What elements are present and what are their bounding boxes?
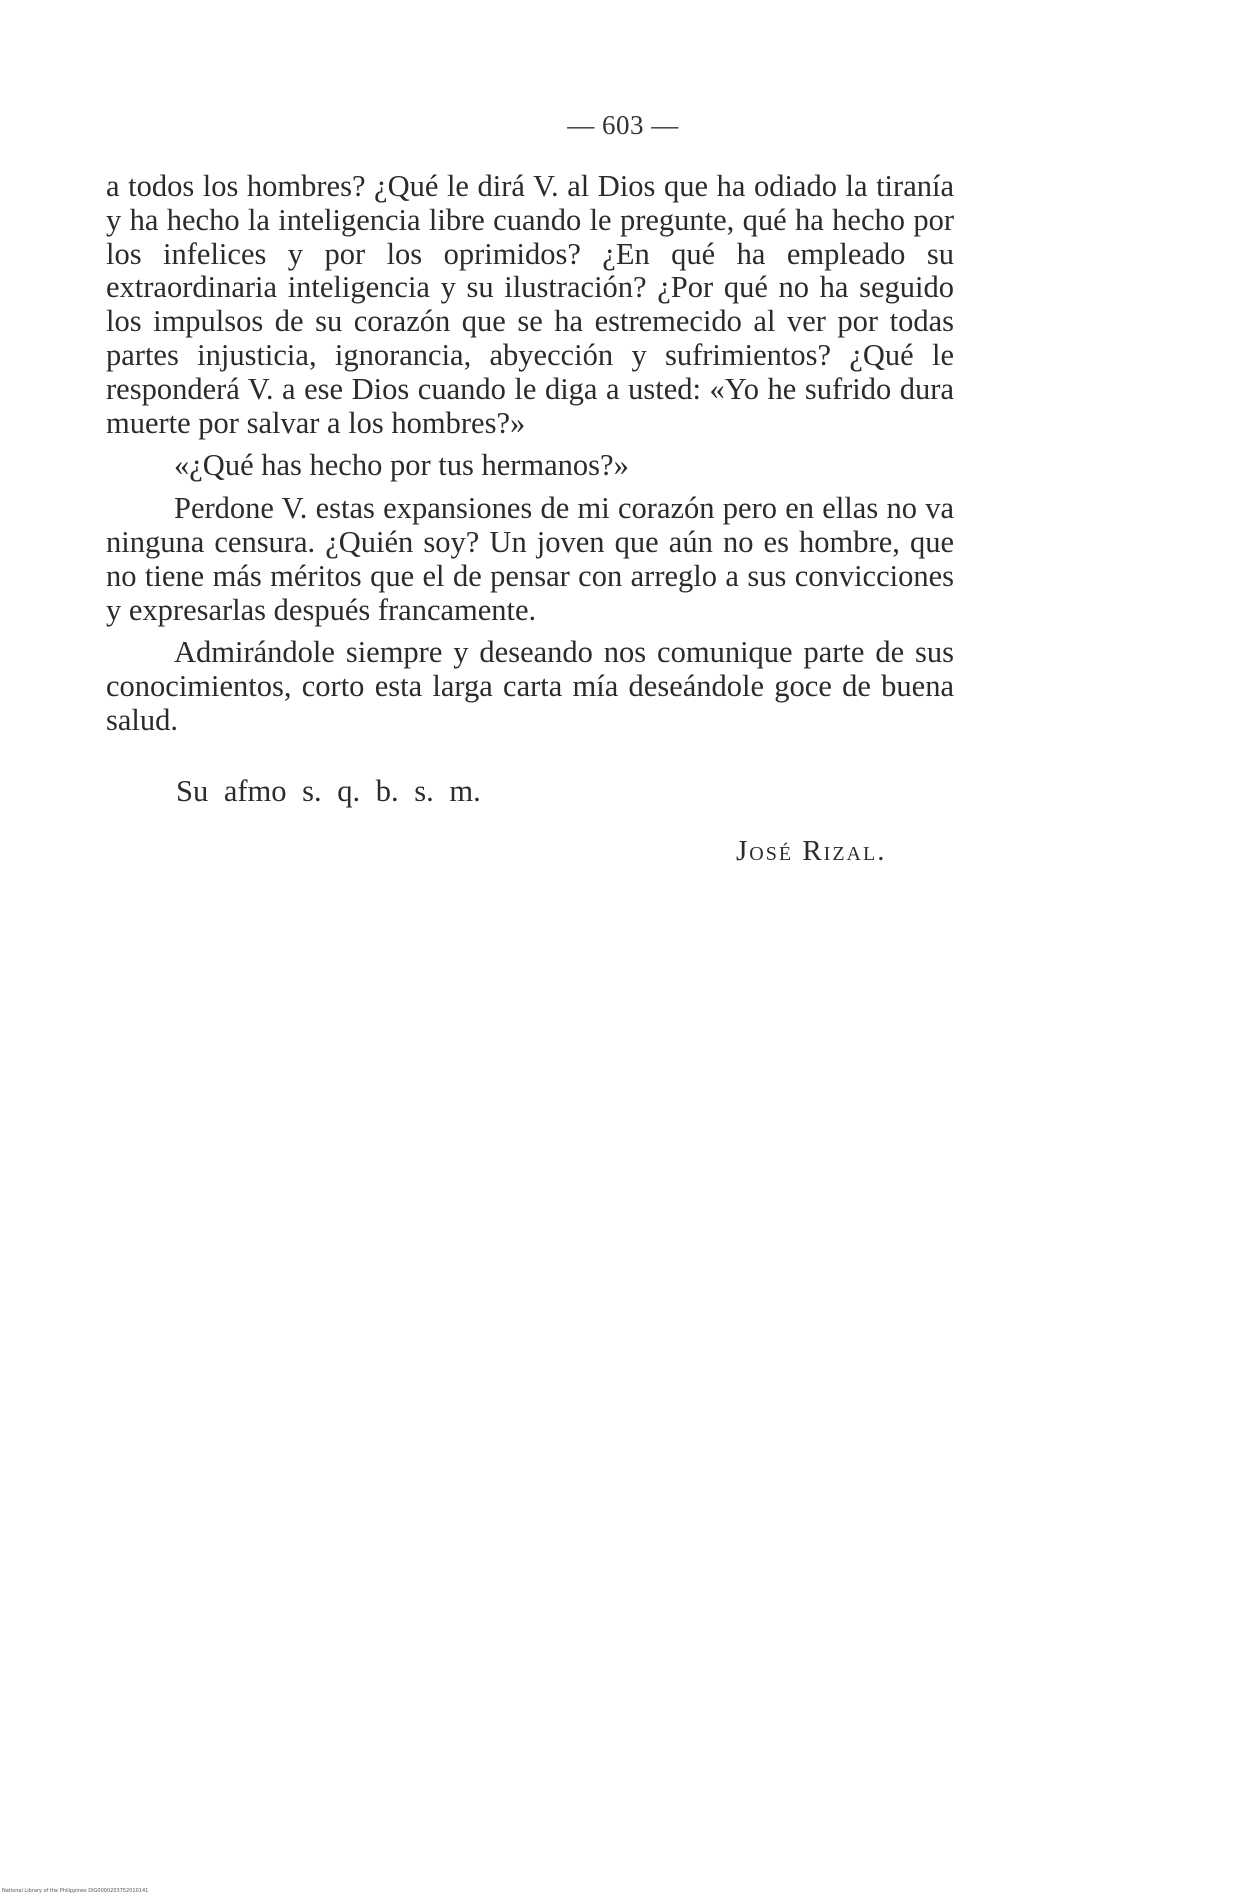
paragraph-apology: Perdone V. estas expansiones de mi corazón pero en ellas no va ninguna censura. ¿Quién soy? Un joven que aún no es hombre, que no tiene más méritos que el de pensar con arreglo a sus convicciones y expresarlas después francamente. — [106, 491, 954, 627]
footer-watermark: National Library of the Philippines DIG0000203752010141 — [2, 1888, 149, 1894]
paragraph-continuation: a todos los hombres? ¿Qué le dirá V. al Dios que ha odiado la tiranía y ha hecho la inteligencia libre cuando le pregunte, qué ha hecho por los infelices y por los oprimidos? ¿En qué ha empleado su extraordinaria inteligencia y su ilustración? ¿Por qué no ha seguido los impulsos de su corazón que se ha estremecido al ver por todas partes injusticia, ignorancia, abyección y sufrimientos? ¿Qué le responderá V. a ese Dios cuando le diga a usted: «Yo he sufrido dura muerte por salvar a los hombres?» — [106, 169, 954, 440]
paragraph-quote: «¿Qué has hecho por tus hermanos?» — [174, 448, 629, 483]
paragraph-farewell: Admirándole siempre y deseando nos comunique parte de sus conocimientos, corto esta larga carta mía deseándole goce de buena salud. — [106, 635, 954, 737]
page-number: — 603 — — [567, 110, 679, 140]
letter-body — [106, 170, 954, 738]
signature: José Rizal. — [736, 835, 887, 867]
letter-closing: Su afmo s. q. b. s. m. — [176, 774, 481, 808]
